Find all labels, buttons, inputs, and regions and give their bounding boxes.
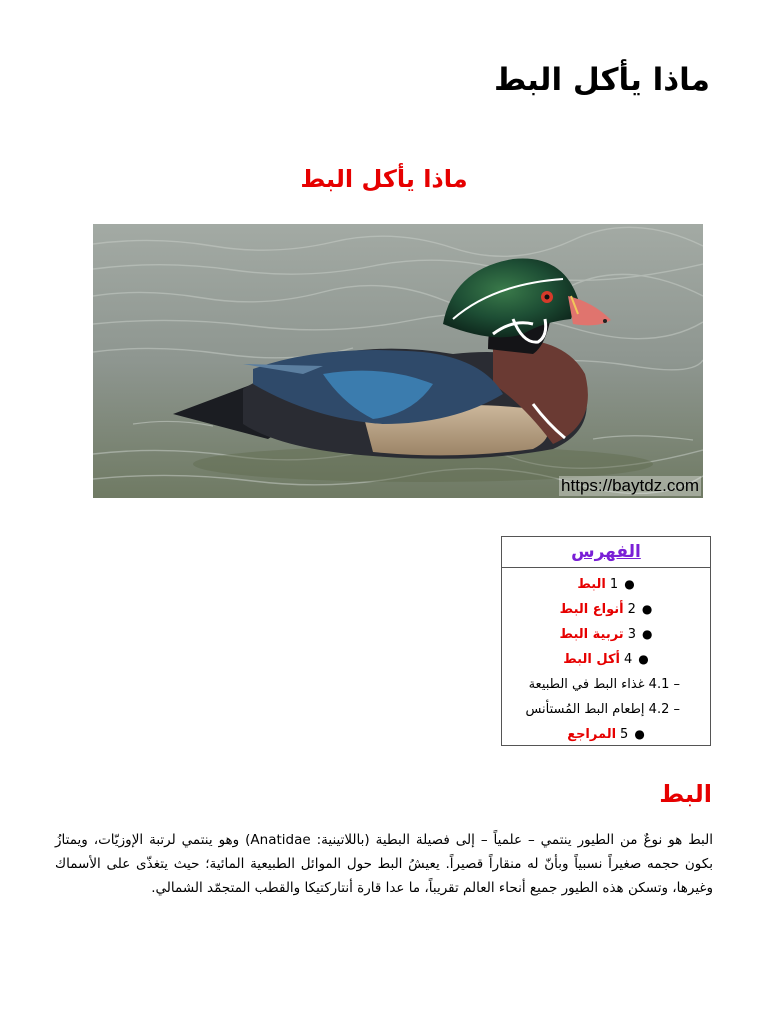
toc-title[interactable]: الفهرس	[571, 542, 641, 562]
toc-subitem-domestic-feeding[interactable]: – 4.2 إطعام البط المُستأنس	[525, 702, 680, 717]
toc-header	[502, 537, 710, 568]
toc-item	[502, 647, 710, 672]
toc-link-duck-food[interactable]: أكل البط	[563, 652, 620, 667]
bullet-icon: ●	[638, 652, 649, 666]
toc-list	[502, 568, 710, 747]
toc-item	[502, 597, 710, 622]
bullet-icon: ●	[624, 577, 635, 591]
photo-watermark: https://baytdz.com	[561, 476, 699, 495]
toc-item-number: 3	[627, 627, 636, 642]
toc-item-number: 1	[609, 577, 619, 592]
bullet-icon: ●	[634, 727, 645, 741]
toc-item	[502, 572, 710, 597]
toc-item-number: 4	[623, 652, 633, 667]
table-of-contents	[501, 536, 711, 746]
bullet-icon: ●	[641, 627, 653, 641]
bullet-icon: ●	[641, 602, 653, 616]
page-title: ماذا يأكل البط	[493, 62, 710, 98]
toc-link-duck-raising[interactable]: تربية البط	[559, 627, 624, 642]
toc-subitem-wild-food[interactable]: – 4.1 غذاء البط في الطبيعة	[528, 677, 680, 692]
duck-photo	[93, 224, 703, 498]
toc-item-number: 5	[620, 727, 629, 742]
section-heading: البط	[659, 780, 712, 808]
toc-item-number: 2	[627, 602, 636, 617]
toc-link-references[interactable]: المراجع	[567, 727, 617, 742]
toc-link-duck-types[interactable]: أنواع البط	[559, 602, 624, 617]
toc-link-duck[interactable]: البط	[577, 577, 606, 592]
section-paragraph: البط هو نوعٌ من الطيور ينتمي – علمياً – إلى فصيلة البطية (باللاتينية: Anatidae)‏ وهو ينتمي لرتبة الإوزيّات، ويمتازُ بكون حجمه صغيراً نسبياً وبأنّ له منقاراً قصيراً. يعيشُ البط حول الموائل الطبيعية المائية؛ حيث يتغذّى على الأسماك وغيرها، وتسكن هذه الطيور جميع أنحاء العالم تقريباً، ما عدا قارة أنتاركتيكا‏ والقطب المتجمّد الشمالي.	[55, 832, 713, 896]
toc-item	[502, 622, 710, 647]
article-subtitle: ماذا يأكل البط	[300, 165, 468, 193]
toc-item	[502, 722, 710, 747]
